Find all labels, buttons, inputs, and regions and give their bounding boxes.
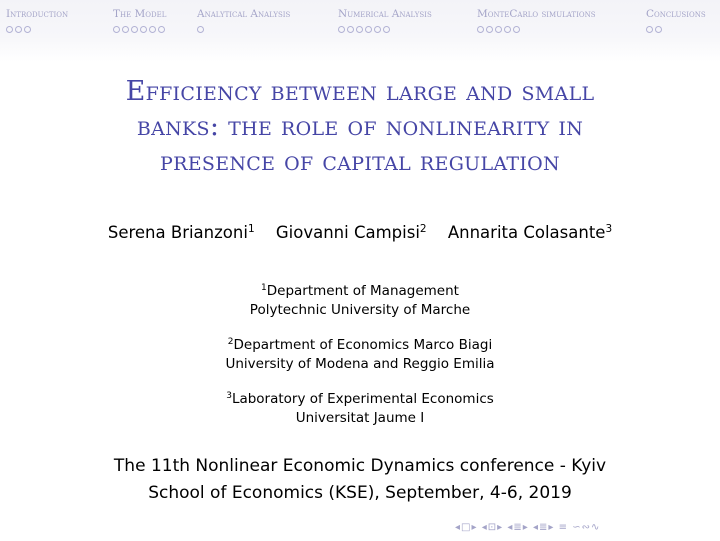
university: Polytechnic University of Marche [249, 302, 471, 318]
affiliation-mark: 2 [419, 223, 427, 235]
institution [0, 333, 720, 374]
nav-slide-dot[interactable] [347, 26, 354, 33]
nav-section-dots [113, 26, 167, 34]
nav-section-label: Conclusions [646, 8, 706, 20]
nav-slide-dot[interactable] [197, 26, 204, 33]
subsection-prev-icon[interactable]: ◂ [481, 522, 488, 533]
university: University of Modena and Reggio Emilia [225, 356, 495, 372]
nav-slide-dot[interactable] [655, 26, 662, 33]
subsubsection-prev-icon[interactable]: ◂ [532, 522, 540, 533]
nav-slide-dot[interactable] [356, 26, 363, 33]
nav-slide-dot[interactable] [6, 26, 13, 33]
affiliation-mark: 1 [261, 283, 267, 293]
department: Department of Economics Marco Biagi [233, 337, 493, 353]
author-name: Annarita Colasante [447, 223, 606, 242]
presentation-title [0, 74, 720, 179]
nav-section-dots [338, 26, 432, 34]
nav-slide-dot[interactable] [495, 26, 502, 33]
title-line: presence of capital regulation [160, 146, 560, 177]
frame-prev-icon[interactable]: ◂ [455, 522, 462, 533]
nav-section-label: The Model [113, 8, 167, 20]
nav-slide-dot[interactable] [374, 26, 381, 33]
nav-slide-dot[interactable] [486, 26, 493, 33]
nav-section-label: Analytical Analysis [197, 8, 291, 20]
university: Universitat Jaume I [295, 410, 425, 426]
section-next-icon[interactable]: ▸ [522, 522, 529, 533]
subsubsection-icon[interactable]: ≣ [539, 522, 549, 533]
department: Department of Management [266, 283, 459, 299]
author-list [0, 223, 720, 242]
nav-slide-dot[interactable] [15, 26, 22, 33]
section-navigation-bar [0, 0, 720, 62]
affiliation-mark: 1 [247, 223, 255, 235]
affiliation-mark: 3 [226, 391, 232, 401]
nav-slide-dot[interactable] [24, 26, 31, 33]
author-name: Serena Brianzoni [107, 223, 248, 242]
author [448, 223, 612, 242]
affiliation-mark: 3 [605, 223, 613, 235]
subsubsection-next-icon[interactable]: ▸ [548, 522, 555, 533]
align-icon[interactable]: ≡ [558, 522, 569, 533]
nav-section-the-model[interactable] [113, 8, 167, 38]
nav-slide-dot[interactable] [338, 26, 345, 33]
title-line: banks: the role of nonlinearity in [136, 111, 584, 142]
nav-section-montecarlo-simulations[interactable] [477, 8, 596, 38]
conference-info [0, 453, 720, 507]
nav-slide-dot[interactable] [131, 26, 138, 33]
subsection-next-icon[interactable]: ▸ [497, 522, 504, 533]
affiliation-mark: 2 [227, 337, 234, 347]
nav-section-dots [197, 26, 290, 34]
frame-icon[interactable]: □ [461, 522, 472, 533]
department: Laboratory of Experimental Economics [231, 391, 494, 407]
nav-section-dots [646, 26, 706, 34]
nav-section-analytical-analysis[interactable] [197, 8, 290, 38]
nav-section-dots [6, 26, 68, 34]
nav-slide-dot[interactable] [383, 26, 390, 33]
nav-section-conclusions[interactable] [646, 8, 706, 38]
nav-slide-dot[interactable] [149, 26, 156, 33]
frame-next-icon[interactable]: ▸ [471, 522, 478, 533]
nav-slide-dot[interactable] [646, 26, 653, 33]
section-prev-icon[interactable]: ◂ [507, 522, 514, 533]
nav-section-label: Introduction [6, 8, 69, 20]
institution [0, 387, 720, 428]
author [276, 223, 427, 242]
nav-section-numerical-analysis[interactable] [338, 8, 432, 38]
title-line: Efficiency between large and small [125, 76, 595, 107]
subsection-icon[interactable]: ⊡ [487, 522, 498, 533]
conference-line: School of Economics (KSE), September, 4-6, 2019 [148, 483, 572, 503]
nav-slide-dot[interactable] [140, 26, 147, 33]
nav-section-introduction[interactable] [6, 8, 68, 38]
nav-slide-dot[interactable] [513, 26, 520, 33]
nav-section-dots [477, 26, 596, 34]
nav-section-label: MonteCarlo simulations [477, 8, 596, 20]
search-icon[interactable]: ∽∾∿ [572, 522, 601, 533]
nav-slide-dot[interactable] [113, 26, 120, 33]
nav-slide-dot[interactable] [122, 26, 129, 33]
institution [0, 279, 720, 320]
beamer-navigation-controls [455, 522, 600, 533]
section-icon[interactable]: ≣ [513, 522, 523, 533]
nav-slide-dot[interactable] [477, 26, 484, 33]
nav-slide-dot[interactable] [365, 26, 372, 33]
nav-slide-dot[interactable] [504, 26, 511, 33]
author-name: Giovanni Campisi [275, 223, 420, 242]
nav-slide-dot[interactable] [158, 26, 165, 33]
nav-section-label: Numerical Analysis [338, 8, 432, 20]
author [108, 223, 255, 242]
conference-line: The 11th Nonlinear Economic Dynamics conference - Kyiv [113, 456, 607, 476]
